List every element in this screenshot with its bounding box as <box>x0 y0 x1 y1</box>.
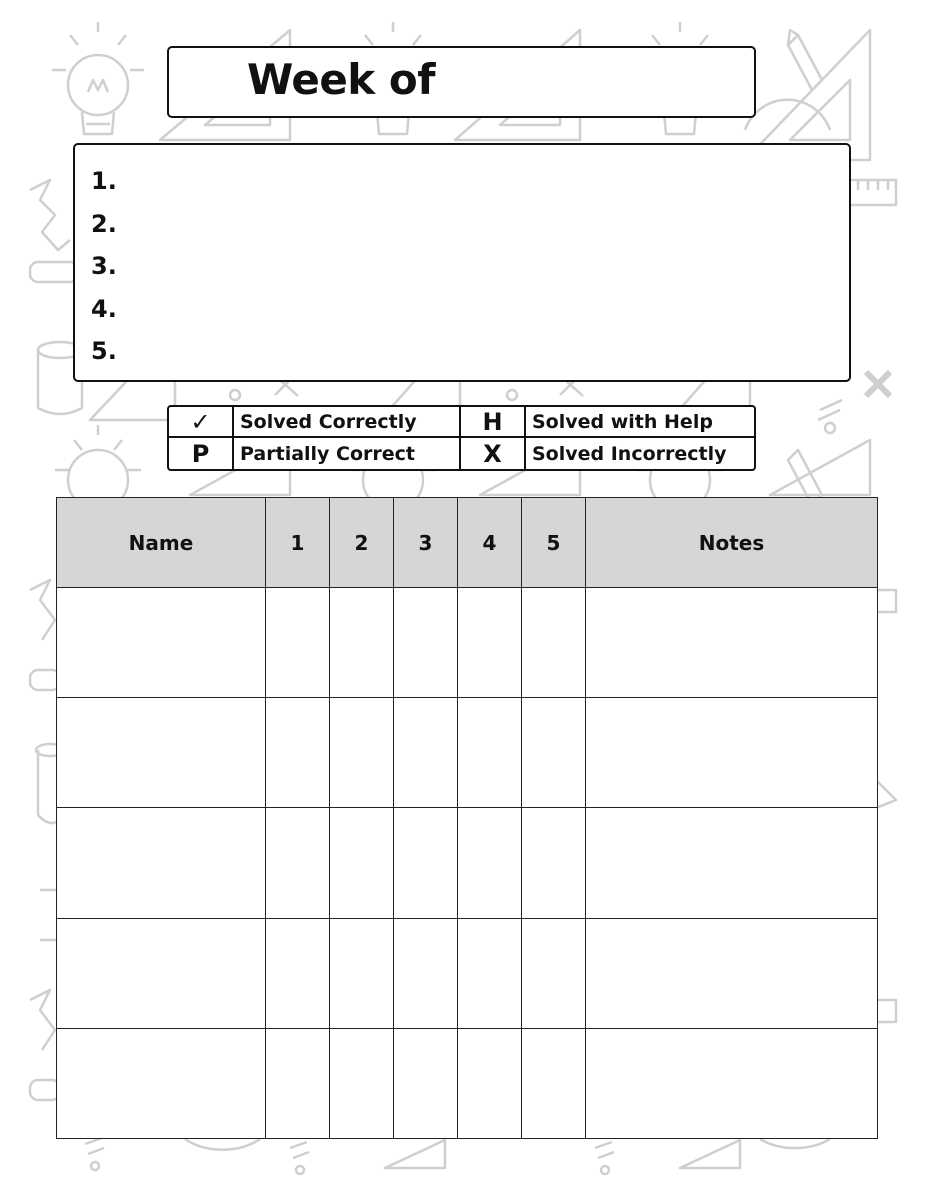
name-cell[interactable] <box>57 1028 266 1138</box>
x-icon: X <box>461 438 526 469</box>
scoring-legend <box>167 405 756 471</box>
score-cell-3[interactable] <box>394 918 458 1028</box>
table-row <box>57 698 878 808</box>
name-cell[interactable] <box>57 588 266 698</box>
problem-list-box[interactable] <box>73 143 851 382</box>
score-cell-2[interactable] <box>330 918 394 1028</box>
notes-cell[interactable] <box>586 588 878 698</box>
score-cell-3[interactable] <box>394 588 458 698</box>
problem-number-4: 4. <box>91 294 117 323</box>
score-cell-4[interactable] <box>458 698 522 808</box>
column-header-1: 1 <box>266 498 330 588</box>
score-cell-5[interactable] <box>522 808 586 918</box>
notes-cell[interactable] <box>586 698 878 808</box>
problem-number-3: 3. <box>91 252 117 280</box>
score-cell-3[interactable] <box>394 698 458 808</box>
score-cell-1[interactable] <box>266 1028 330 1138</box>
score-cell-3[interactable] <box>394 1028 458 1138</box>
score-cell-5[interactable] <box>522 588 586 698</box>
checkmark-icon: ✓ <box>169 407 234 438</box>
score-cell-2[interactable] <box>330 1028 394 1138</box>
name-cell[interactable] <box>57 698 266 808</box>
score-cell-5[interactable] <box>522 1028 586 1138</box>
column-header-name: Name <box>57 498 266 588</box>
column-header-2: 2 <box>330 498 394 588</box>
table-header-row <box>57 498 878 588</box>
column-header-notes: Notes <box>586 498 878 588</box>
score-cell-2[interactable] <box>330 698 394 808</box>
name-cell[interactable] <box>57 808 266 918</box>
problem-number-1: 1. <box>91 167 117 195</box>
week-of-title-box[interactable] <box>167 46 756 118</box>
table-row <box>57 918 878 1028</box>
legend-label-solved-with-help: Solved with Help <box>526 407 754 438</box>
problem-number-2: 2. <box>91 209 117 238</box>
score-cell-1[interactable] <box>266 698 330 808</box>
notes-cell[interactable] <box>586 1028 878 1138</box>
score-cell-5[interactable] <box>522 698 586 808</box>
score-cell-4[interactable] <box>458 588 522 698</box>
column-header-3: 3 <box>394 498 458 588</box>
legend-label-partially-correct: Partially Correct <box>234 438 461 469</box>
table-row <box>57 1028 878 1138</box>
score-cell-4[interactable] <box>458 808 522 918</box>
problem-list <box>91 163 117 376</box>
score-cell-2[interactable] <box>330 808 394 918</box>
table-row <box>57 808 878 918</box>
legend-symbol-help: H <box>461 407 526 438</box>
score-cell-3[interactable] <box>394 808 458 918</box>
name-cell[interactable] <box>57 918 266 1028</box>
score-cell-4[interactable] <box>458 1028 522 1138</box>
problem-number-5: 5. <box>91 337 117 365</box>
score-cell-5[interactable] <box>522 918 586 1028</box>
score-cell-1[interactable] <box>266 918 330 1028</box>
notes-cell[interactable] <box>586 808 878 918</box>
column-header-4: 4 <box>458 498 522 588</box>
notes-cell[interactable] <box>586 918 878 1028</box>
score-cell-2[interactable] <box>330 588 394 698</box>
score-cell-1[interactable] <box>266 588 330 698</box>
legend-symbol-partial: P <box>169 438 234 469</box>
column-header-5: 5 <box>522 498 586 588</box>
student-tracking-table <box>56 497 878 1139</box>
legend-label-solved-correctly: Solved Correctly <box>234 407 461 438</box>
score-cell-1[interactable] <box>266 808 330 918</box>
table-body <box>57 588 878 1139</box>
legend-label-solved-incorrectly: Solved Incorrectly <box>532 442 727 465</box>
page-title: Week of <box>247 55 435 104</box>
table-row <box>57 588 878 698</box>
lightbulb-icon <box>52 22 144 134</box>
score-cell-4[interactable] <box>458 918 522 1028</box>
